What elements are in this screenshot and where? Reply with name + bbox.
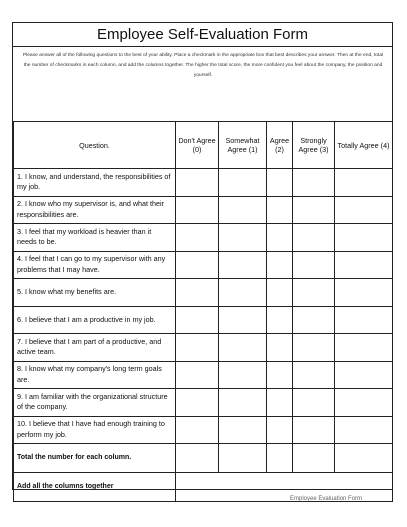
header-agree: Agree (2): [267, 122, 293, 169]
evaluation-form-sheet: [12, 22, 393, 490]
answer-cell-strongly-agree[interactable]: [293, 306, 335, 334]
table-row: [14, 389, 393, 417]
answer-cell-somewhat-agree[interactable]: [219, 251, 267, 279]
form-title: Employee Self-Evaluation Form: [13, 23, 392, 47]
answer-cell-dont-agree[interactable]: [176, 251, 219, 279]
answer-cell-agree[interactable]: [267, 389, 293, 417]
answer-cell-totally-agree[interactable]: [335, 251, 393, 279]
answer-cell-totally-agree[interactable]: [335, 196, 393, 224]
table-row: [14, 416, 393, 444]
answer-cell-dont-agree[interactable]: [176, 334, 219, 362]
answer-cell-totally-agree[interactable]: [335, 361, 393, 389]
header-strongly-agree: Strongly Agree (3): [293, 122, 335, 169]
answer-cell-strongly-agree[interactable]: [293, 361, 335, 389]
answer-cell-dont-agree[interactable]: [176, 169, 219, 197]
question-text: 8. I know what my company's long term goals are.: [14, 361, 176, 389]
table-row: [14, 279, 393, 307]
question-text: 1. I know, and understand, the responsibilities of my job.: [14, 169, 176, 197]
question-text: 7. I believe that I am part of a productive, and active team.: [14, 334, 176, 362]
answer-cell-strongly-agree[interactable]: [293, 251, 335, 279]
answer-cell-dont-agree[interactable]: [176, 224, 219, 252]
answer-cell-somewhat-agree[interactable]: [219, 224, 267, 252]
footer-credit: Employee Evaluation Form: [290, 496, 363, 502]
answer-cell-dont-agree[interactable]: [176, 279, 219, 307]
answer-cell-somewhat-agree[interactable]: [219, 334, 267, 362]
table-row: [14, 224, 393, 252]
answer-cell-agree[interactable]: [267, 361, 293, 389]
answer-cell-strongly-agree[interactable]: [293, 196, 335, 224]
answer-cell-agree[interactable]: [267, 169, 293, 197]
column-total-label: Total the number for each column.: [14, 444, 176, 473]
header-totally-agree: Totally Agree (4): [335, 122, 393, 169]
total-cell-somewhat-agree[interactable]: [219, 444, 267, 473]
question-text: 2. I know who my supervisor is, and what their responsibilities are.: [14, 196, 176, 224]
grand-total-label: Add all the columns together: [14, 473, 176, 502]
answer-cell-somewhat-agree[interactable]: [219, 306, 267, 334]
header-somewhat-agree: Somewhat Agree (1): [219, 122, 267, 169]
table-row: [14, 306, 393, 334]
answer-cell-somewhat-agree[interactable]: [219, 389, 267, 417]
header-dont-agree: Don't Agree (0): [176, 122, 219, 169]
header-question: Question.: [14, 122, 176, 169]
answer-cell-totally-agree[interactable]: [335, 279, 393, 307]
answer-cell-somewhat-agree[interactable]: [219, 196, 267, 224]
column-total-row: [14, 444, 393, 473]
answer-cell-agree[interactable]: [267, 196, 293, 224]
answer-cell-agree[interactable]: [267, 251, 293, 279]
answer-cell-totally-agree[interactable]: [335, 169, 393, 197]
answer-cell-somewhat-agree[interactable]: [219, 169, 267, 197]
answer-cell-strongly-agree[interactable]: [293, 169, 335, 197]
answer-cell-dont-agree[interactable]: [176, 416, 219, 444]
question-text: 4. I feel that I can go to my supervisor with any problems that I may have.: [14, 251, 176, 279]
table-row: [14, 169, 393, 197]
answer-cell-dont-agree[interactable]: [176, 361, 219, 389]
total-cell-strongly-agree[interactable]: [293, 444, 335, 473]
answer-cell-strongly-agree[interactable]: [293, 334, 335, 362]
question-text: 5. I know what my benefits are.: [14, 279, 176, 307]
table-row: [14, 251, 393, 279]
answer-cell-dont-agree[interactable]: [176, 306, 219, 334]
answer-cell-totally-agree[interactable]: [335, 334, 393, 362]
question-text: 10. I believe that I have had enough training to perform my job.: [14, 416, 176, 444]
answer-cell-agree[interactable]: [267, 279, 293, 307]
answer-cell-totally-agree[interactable]: [335, 389, 393, 417]
question-text: 6. I believe that I am a productive in my job.: [14, 306, 176, 334]
answer-cell-strongly-agree[interactable]: [293, 224, 335, 252]
answer-cell-strongly-agree[interactable]: [293, 416, 335, 444]
total-cell-totally-agree[interactable]: [335, 444, 393, 473]
answer-cell-agree[interactable]: [267, 224, 293, 252]
question-text: 9. I am familiar with the organizational structure of the company.: [14, 389, 176, 417]
table-row: [14, 196, 393, 224]
answer-cell-strongly-agree[interactable]: [293, 279, 335, 307]
answer-cell-dont-agree[interactable]: [176, 389, 219, 417]
answer-cell-dont-agree[interactable]: [176, 196, 219, 224]
form-instructions: Please answer all of the following questions to the best of your ability. Place a checkmark in the appropriate box that best describes your answer. Then at the end, total the number of checkmarks in each column, and add the columns together. The higher the total score, the more confident you feel about the company, the position and yourself.: [22, 53, 384, 78]
answer-cell-totally-agree[interactable]: [335, 306, 393, 334]
table-row: [14, 361, 393, 389]
answer-cell-somewhat-agree[interactable]: [219, 361, 267, 389]
answer-cell-strongly-agree[interactable]: [293, 389, 335, 417]
answer-cell-somewhat-agree[interactable]: [219, 279, 267, 307]
answer-cell-totally-agree[interactable]: [335, 224, 393, 252]
answer-cell-somewhat-agree[interactable]: [219, 416, 267, 444]
table-header-row: [14, 122, 393, 169]
answer-cell-agree[interactable]: [267, 306, 293, 334]
evaluation-table: [13, 121, 393, 502]
answer-cell-agree[interactable]: [267, 334, 293, 362]
answer-cell-agree[interactable]: [267, 416, 293, 444]
total-cell-dont-agree[interactable]: [176, 444, 219, 473]
answer-cell-totally-agree[interactable]: [335, 416, 393, 444]
question-text: 3. I feel that my workload is heavier than it needs to be.: [14, 224, 176, 252]
total-cell-agree[interactable]: [267, 444, 293, 473]
table-row: [14, 334, 393, 362]
